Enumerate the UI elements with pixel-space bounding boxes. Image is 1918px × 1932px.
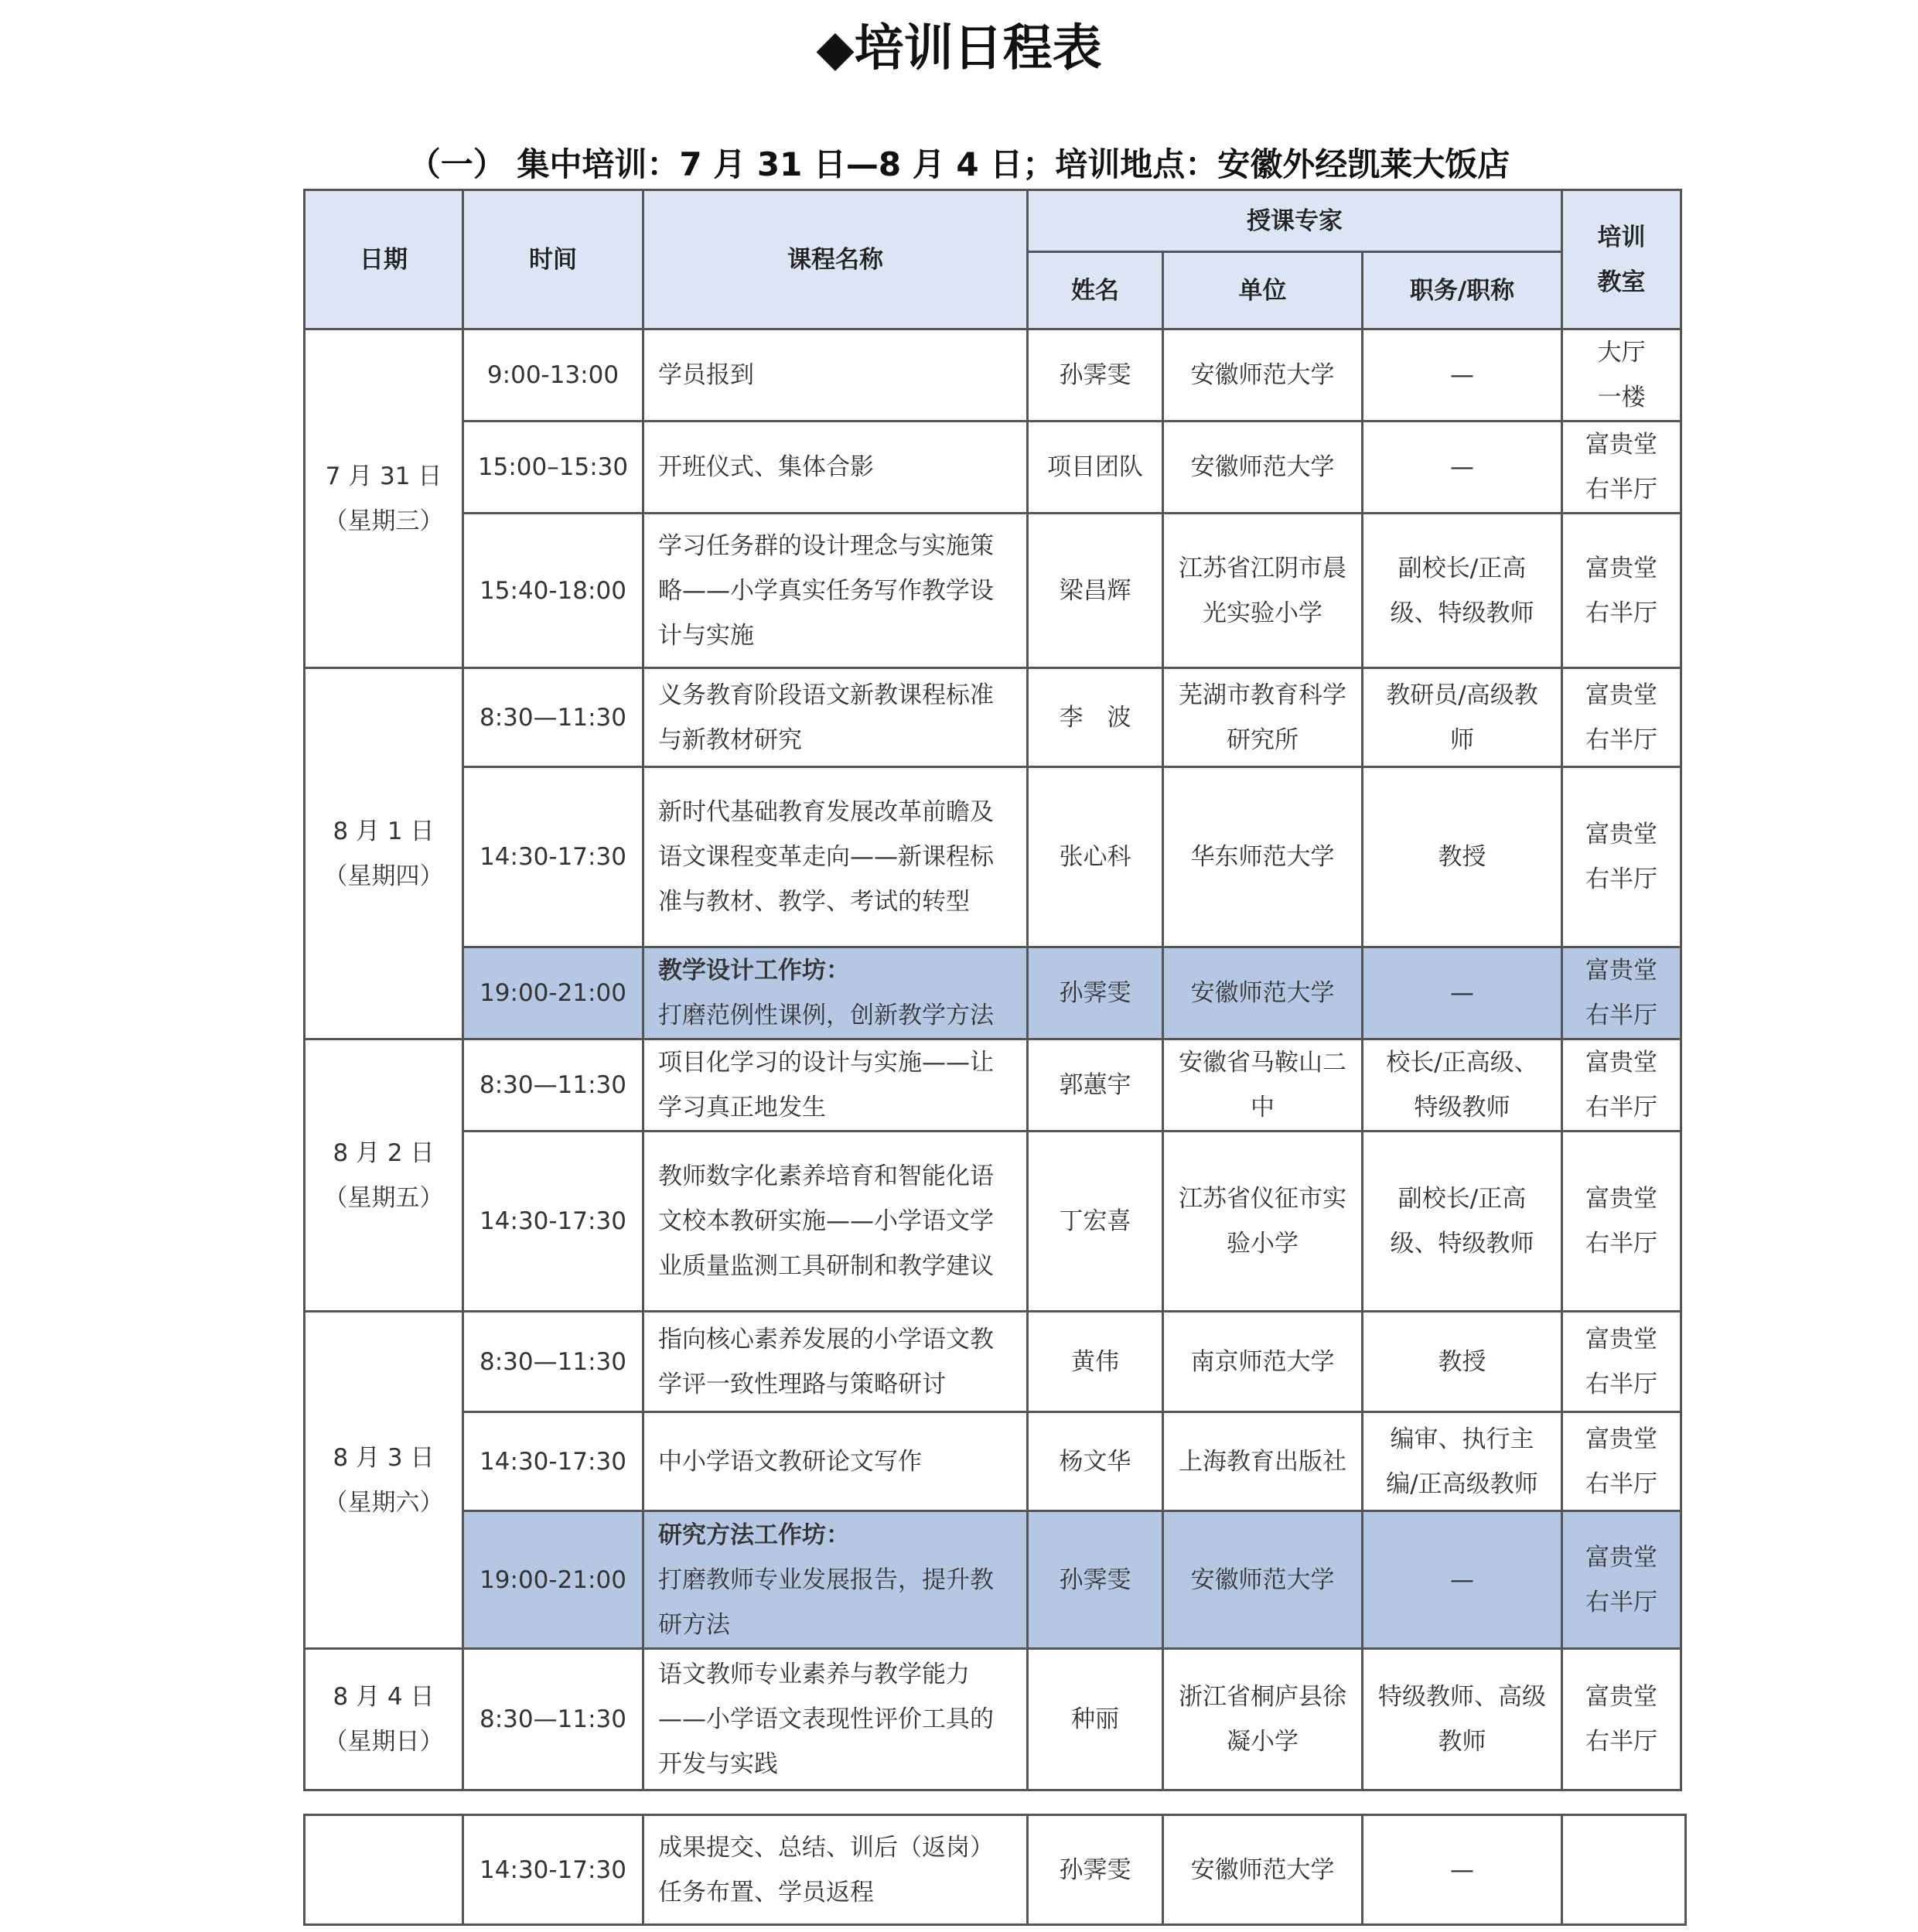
training-room	[1562, 1511, 1681, 1649]
table-row	[305, 1412, 1681, 1511]
date-cell	[305, 1649, 463, 1790]
session-time: 14:30-17:30	[463, 1132, 643, 1312]
workshop-title: 教学设计工作坊：	[658, 957, 850, 985]
session-course	[643, 1511, 1028, 1649]
table-row	[305, 1511, 1681, 1649]
header-room	[1562, 190, 1681, 329]
table-row	[305, 767, 1681, 947]
room-line1: 富贵堂	[1585, 1325, 1658, 1353]
table-row	[305, 1815, 1686, 1925]
session-course	[643, 767, 1028, 947]
room-line1: 富贵堂	[1585, 1683, 1658, 1711]
header-name: 姓名	[1028, 252, 1163, 329]
header-room-line2: 教室	[1597, 268, 1646, 296]
course-name: 语文教师专业素养与教学能力——小学语文表现性评价工具的开发与实践	[658, 1661, 994, 1778]
session-course	[643, 668, 1028, 767]
training-room	[1562, 1132, 1681, 1312]
expert-unit: 安徽省马鞍山二中	[1163, 1039, 1363, 1132]
table-row	[305, 1132, 1681, 1312]
last-row-unit: 安徽师范大学	[1163, 1815, 1363, 1925]
expert-name: 黄伟	[1028, 1312, 1163, 1412]
course-name: 开班仪式、集体合影	[658, 453, 874, 481]
last-row-title: —	[1363, 1815, 1562, 1925]
expert-name: 郭蕙宇	[1028, 1039, 1163, 1132]
course-name: 学员报到	[658, 361, 754, 389]
expert-unit: 安徽师范大学	[1163, 947, 1363, 1039]
room-line1: 富贵堂	[1585, 821, 1658, 848]
room-line2: 一楼	[1597, 384, 1646, 411]
date-cell	[305, 1312, 463, 1649]
expert-title: —	[1363, 947, 1562, 1039]
section-title: （一） 集中培训：7 月 31 日—8 月 4 日；培训地点：安徽外经凯莱大饭店	[408, 145, 1510, 183]
date-cell	[305, 668, 463, 1039]
course-name: 学习任务群的设计理念与实施策略——小学真实任务写作教学设计与实施	[658, 531, 994, 650]
room-line2: 右半厅	[1585, 476, 1658, 503]
expert-title: 教研员/高级教师	[1363, 668, 1562, 767]
course-name: 打磨教师专业发展报告，提升教研方法	[658, 1565, 994, 1639]
room-line1: 富贵堂	[1585, 431, 1658, 459]
expert-unit: 江苏省江阴市晨光实验小学	[1163, 514, 1363, 668]
header-date: 日期	[305, 190, 463, 329]
expert-unit: 江苏省仪征市实验小学	[1163, 1132, 1363, 1312]
session-time: 8:30—11:30	[463, 1649, 643, 1790]
training-room	[1562, 1649, 1681, 1790]
room-line1: 大厅	[1597, 339, 1646, 367]
weekday-label: （星期六）	[323, 1488, 444, 1517]
header-time: 时间	[463, 190, 643, 329]
expert-unit: 浙江省桐庐县徐凝小学	[1163, 1649, 1363, 1790]
header-room-line1: 培训	[1597, 223, 1646, 251]
room-line2: 右半厅	[1585, 1588, 1658, 1616]
table-row	[305, 422, 1681, 514]
date-label: 8 月 2 日	[333, 1138, 435, 1167]
course-name: 教师数字化素养培育和智能化语文校本教研实施——小学语文学业质量监测工具研制和教学建议	[658, 1162, 994, 1280]
expert-name: 孙霁雯	[1028, 947, 1163, 1039]
room-line1: 富贵堂	[1585, 957, 1658, 985]
session-time: 8:30—11:30	[463, 668, 643, 767]
session-course	[643, 1649, 1028, 1790]
date-label: 8 月 1 日	[333, 817, 435, 845]
session-time: 8:30—11:30	[463, 1312, 643, 1412]
table-row	[305, 1649, 1681, 1790]
header-course: 课程名称	[643, 190, 1028, 329]
course-name: 义务教育阶段语文新教课程标准与新教材研究	[658, 681, 994, 754]
course-name: 项目化学习的设计与实施——让学习真正地发生	[658, 1049, 994, 1121]
expert-title: 特级教师、高级教师	[1363, 1649, 1562, 1790]
room-line2: 右半厅	[1585, 599, 1658, 627]
session-course	[643, 947, 1028, 1039]
last-row-name: 孙霁雯	[1028, 1815, 1163, 1925]
expert-title: 校长/正高级、特级教师	[1363, 1039, 1562, 1132]
expert-title: 副校长/正高级、特级教师	[1363, 514, 1562, 668]
training-room	[1562, 422, 1681, 514]
workshop-title: 研究方法工作坊：	[658, 1521, 850, 1549]
table-row	[305, 947, 1681, 1039]
room-line2: 右半厅	[1585, 725, 1658, 754]
table-row	[305, 329, 1681, 422]
session-course	[643, 1412, 1028, 1511]
room-line2: 右半厅	[1585, 865, 1658, 893]
session-course	[643, 1039, 1028, 1132]
last-row-room	[1562, 1815, 1686, 1925]
expert-name: 张心科	[1028, 767, 1163, 947]
date-label: 8 月 4 日	[333, 1683, 435, 1711]
expert-title: 教授	[1363, 767, 1562, 947]
table-row	[305, 514, 1681, 668]
training-room	[1562, 668, 1681, 767]
training-room	[1562, 767, 1681, 947]
session-course	[643, 329, 1028, 422]
expert-unit: 上海教育出版社	[1163, 1412, 1363, 1511]
training-room	[1562, 1412, 1681, 1511]
expert-name: 孙霁雯	[1028, 1511, 1163, 1649]
session-time: 8:30—11:30	[463, 1039, 643, 1132]
schedule-table-continued	[303, 1814, 1687, 1926]
expert-unit: 南京师范大学	[1163, 1312, 1363, 1412]
session-time: 9:00-13:00	[463, 329, 643, 422]
expert-title: 编审、执行主编/正高级教师	[1363, 1412, 1562, 1511]
expert-title: —	[1363, 329, 1562, 422]
room-line2: 右半厅	[1585, 1728, 1658, 1756]
room-line2: 右半厅	[1585, 1469, 1658, 1498]
session-course	[643, 422, 1028, 514]
weekday-label: （星期三）	[323, 507, 444, 535]
session-time: 19:00-21:00	[463, 1511, 643, 1649]
expert-name: 种丽	[1028, 1649, 1163, 1790]
room-line1: 富贵堂	[1585, 554, 1658, 582]
course-name: 打磨范例性课例，创新教学方法	[658, 1002, 994, 1029]
table-row	[305, 668, 1681, 767]
expert-title: —	[1363, 1511, 1562, 1649]
expert-unit: 安徽师范大学	[1163, 422, 1363, 514]
expert-unit: 安徽师范大学	[1163, 1511, 1363, 1649]
page-title: ◆培训日程表	[816, 19, 1102, 77]
session-time: 14:30-17:30	[463, 767, 643, 947]
date-label: 7 月 31 日	[325, 462, 442, 490]
expert-title: 教授	[1363, 1312, 1562, 1412]
training-room	[1562, 329, 1681, 422]
header-unit: 单位	[1163, 252, 1363, 329]
session-course	[643, 1132, 1028, 1312]
table-row	[305, 1312, 1681, 1412]
expert-unit: 芜湖市教育科学研究所	[1163, 668, 1363, 767]
weekday-label: （星期日）	[323, 1728, 444, 1756]
session-time: 15:40-18:00	[463, 514, 643, 668]
room-line1: 富贵堂	[1585, 1049, 1658, 1077]
last-row-time: 14:30-17:30	[463, 1815, 643, 1925]
course-name: 指向核心素养发展的小学语文教学评一致性理路与策略研讨	[658, 1325, 994, 1398]
expert-name: 梁昌辉	[1028, 514, 1163, 668]
expert-unit: 华东师范大学	[1163, 767, 1363, 947]
course-name: 新时代基础教育发展改革前瞻及语文课程变革走向——新课程标准与教材、教学、考试的转型	[658, 798, 994, 916]
date-cell	[305, 1039, 463, 1312]
room-line1: 富贵堂	[1585, 1543, 1658, 1572]
session-time: 14:30-17:30	[463, 1412, 643, 1511]
room-line2: 右半厅	[1585, 1230, 1658, 1258]
table-row	[305, 1039, 1681, 1132]
session-course	[643, 1312, 1028, 1412]
expert-name: 孙霁雯	[1028, 329, 1163, 422]
training-room	[1562, 1039, 1681, 1132]
last-row-date-cell	[305, 1815, 463, 1925]
weekday-label: （星期四）	[323, 862, 444, 890]
training-room	[1562, 1312, 1681, 1412]
last-row-course: 成果提交、总结、训后（返岗）任务布置、学员返程	[643, 1815, 1028, 1925]
header-title: 职务/职称	[1363, 252, 1562, 329]
date-label: 8 月 3 日	[333, 1443, 435, 1472]
session-time: 15:00–15:30	[463, 422, 643, 514]
schedule-table	[303, 189, 1682, 1791]
weekday-label: （星期五）	[323, 1183, 444, 1212]
header-expert: 授课专家	[1028, 190, 1562, 252]
expert-title: 副校长/正高级、特级教师	[1363, 1132, 1562, 1312]
expert-title: —	[1363, 422, 1562, 514]
date-cell	[305, 329, 463, 668]
room-line2: 右半厅	[1585, 1002, 1658, 1029]
room-line1: 富贵堂	[1585, 1425, 1658, 1453]
room-line2: 右半厅	[1585, 1370, 1658, 1398]
expert-name: 丁宏喜	[1028, 1132, 1163, 1312]
room-line1: 富贵堂	[1585, 681, 1658, 709]
expert-name: 项目团队	[1028, 422, 1163, 514]
session-course	[643, 514, 1028, 668]
training-room	[1562, 514, 1681, 668]
room-line2: 右半厅	[1585, 1094, 1658, 1121]
expert-name: 李 波	[1028, 668, 1163, 767]
expert-unit: 安徽师范大学	[1163, 329, 1363, 422]
course-name: 中小学语文教研论文写作	[658, 1447, 922, 1476]
expert-name: 杨文华	[1028, 1412, 1163, 1511]
training-room	[1562, 947, 1681, 1039]
session-time: 19:00-21:00	[463, 947, 643, 1039]
room-line1: 富贵堂	[1585, 1185, 1658, 1213]
